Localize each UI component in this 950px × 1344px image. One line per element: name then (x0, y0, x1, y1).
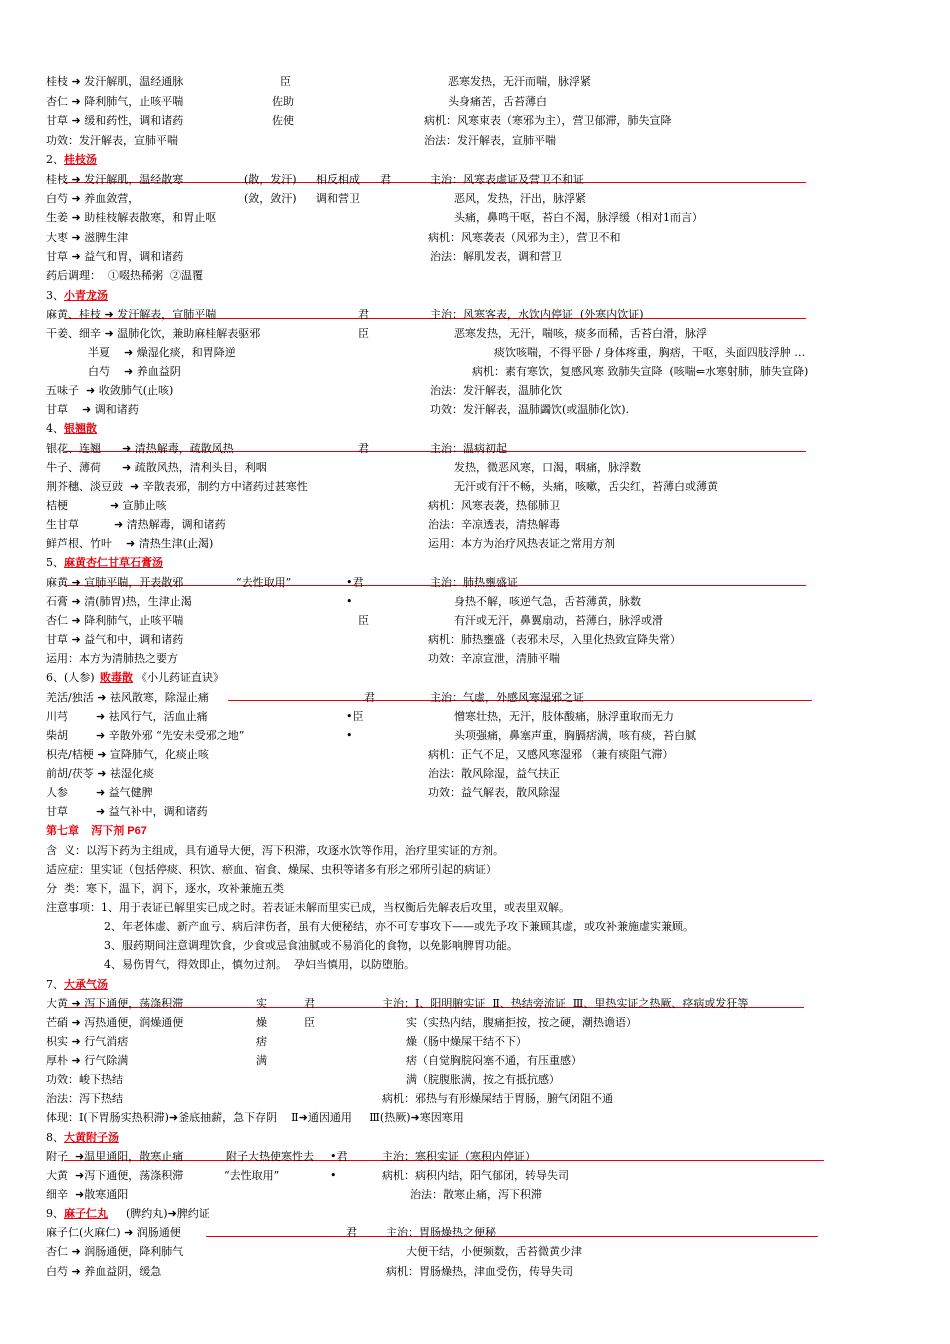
text-cell: 白芍 ➜ 养血敛营， (46, 192, 140, 205)
text-cell: 君 (358, 308, 369, 321)
text-cell: • (330, 1169, 337, 1182)
text-line (0, 247, 950, 266)
text-line (0, 496, 950, 515)
text-line (0, 1013, 950, 1032)
text-cell: 杏仁 ➜ 降利肺气，止咳平喘 (46, 95, 184, 108)
text-line (0, 189, 950, 208)
text-cell: 痞（自觉胸脘闷塞不通，有压重感） (406, 1054, 582, 1067)
text-line (0, 726, 950, 745)
text-cell: 身热不解，咳逆气急，舌苔薄黄，脉数 (454, 595, 641, 608)
text-cell: 桂枝 ➜ 发汗解肌，温经通脉 (46, 75, 184, 88)
text-cell: 君 (346, 1226, 357, 1239)
text-line (0, 131, 950, 150)
formula-name: 麻黄杏仁甘草石膏汤 (64, 556, 163, 569)
text-cell: 牛子、薄荷 ➜ 疏散风热，清利头目，利咽 (46, 461, 267, 474)
text-cell: 燥（肠中燥屎干结不下） (406, 1035, 527, 1048)
text-cell: 臣 (358, 327, 369, 340)
section-heading (0, 668, 950, 687)
text-line (0, 879, 950, 898)
text-cell: 痞 (256, 1035, 267, 1048)
text-cell: 有汗或无汗，鼻翼扇动，苔薄白，脉浮或滑 (454, 614, 663, 627)
text-cell: 五味子 ➜ 收敛肺气(止咳) (46, 384, 174, 397)
text-cell: 枳壳/桔梗 ➜ 宣降肺气，化痰止咳 (46, 748, 209, 761)
text-cell: 第七章 泻下剂 P67 (46, 825, 147, 837)
formula-name: 小青龙汤 (64, 289, 108, 302)
text-cell: 3、服药期间注意调理饮食，少食或忌食油腻或不易消化的食物，以免影响脾胃功能。 (104, 939, 518, 952)
text-cell: 恶寒发热，无汗，喘咳，痰多而稀，舌苔白滑，脉浮 (454, 327, 707, 340)
text-cell: 麻子仁(火麻仁) ➜ 润肠通便 (46, 1226, 181, 1239)
text-cell: 运用：本方为清肺热之要方 (46, 652, 178, 665)
text-line (0, 783, 950, 802)
text-cell: 干姜、细辛 ➜ 温肺化饮，兼助麻桂解表驱邪 (46, 327, 261, 340)
chapter-title (0, 822, 950, 841)
text-cell: 臣 (280, 75, 291, 88)
text-line (0, 1242, 950, 1261)
text-cell: 功效：发汗解表，宣肺平喘 (46, 134, 178, 147)
text-line (0, 611, 950, 630)
text-cell: (脾约丸)➜脾约证 (126, 1207, 210, 1220)
text-line (0, 1070, 950, 1089)
text-cell: 病机：风寒束表（寒邪为主），营卫郁滞，肺失宣降 (424, 114, 672, 127)
text-cell: 相反相成 (316, 173, 360, 186)
text-cell: 佐助 (272, 95, 294, 108)
text-line (0, 1032, 950, 1051)
text-line (0, 208, 950, 227)
text-line (0, 381, 950, 400)
text-cell: 治法：散风除湿，益气扶正 (428, 767, 560, 780)
text-cell: •臣 (346, 710, 364, 723)
text-line (0, 898, 950, 917)
text-line (0, 439, 950, 458)
text-cell: 《小儿药证直诀》 (136, 671, 224, 684)
text-cell: 银花、连翘 ➜ 清热解毒，疏散风热 (46, 442, 234, 455)
text-cell: 桔梗 ➜ 宣肺止咳 (46, 499, 167, 512)
text-cell: 治法：散寒止痛，泻下积滞 (410, 1188, 542, 1201)
text-cell: 治法：辛凉透表，清热解毒 (428, 518, 560, 531)
text-cell: 麻黄、桂枝 ➜ 发汗解表，宣肺平喘 (46, 308, 217, 321)
text-cell: 适应症：里实证（包括停痰、积饮、瘀血、宿食、燥屎、虫积等诸多有形之邪所引起的病证） (46, 863, 497, 876)
text-cell: 石膏 ➜ 清(肺胃)热，生津止渴 (46, 595, 192, 608)
text-cell: 实（实热内结，腹痛拒按，按之硬，潮热谵语） (406, 1016, 637, 1029)
text-cell: • (346, 729, 353, 742)
text-cell: 病机：素有寒饮，复感风寒 致肺失宣降 (咳喘⇐水寒射肺，肺失宣降) (472, 365, 809, 378)
text-cell: 佐使 (272, 114, 294, 127)
text-line (0, 111, 950, 130)
text-cell: 麻黄 ➜ 宣肺平喘，开表散邪 (46, 576, 184, 589)
text-cell: 主治：气虚，外感风寒湿邪之证 (430, 691, 584, 704)
text-cell: 臣 (304, 1016, 315, 1029)
text-cell: 白芍 ➜ 养血益阴，缓急 (46, 1265, 162, 1278)
text-cell: 调和营卫 (316, 192, 360, 205)
text-line (0, 305, 950, 324)
text-cell: 大便干结，小便频数，舌苔微黄少津 (406, 1245, 582, 1258)
text-cell: 治法：发汗解表，温肺化饮 (430, 384, 562, 397)
text-cell: 头身痛苦，舌苔薄白 (448, 95, 547, 108)
text-cell: 枳实 ➜ 行气消痞 (46, 1035, 129, 1048)
text-line (0, 515, 950, 534)
text-cell: •君 (346, 576, 364, 589)
text-cell: 发热，微恶风寒，口渴，咽痛，脉浮数 (454, 461, 641, 474)
text-cell: 治法：泻下热结 (46, 1092, 123, 1105)
formula-name: 大承气汤 (64, 978, 108, 991)
text-cell: 恶寒发热，无汗而喘，脉浮紧 (448, 75, 591, 88)
text-cell: 主治：寒积实证（寒积内停证） (382, 1150, 536, 1163)
text-cell: 君 (304, 997, 315, 1010)
text-cell: 大黄 ➜ 泻下通便，荡涤积滞 (46, 997, 184, 1010)
text-line (0, 362, 950, 381)
section-heading (0, 419, 950, 438)
text-cell: 痰饮咳喘，不得平卧 / 身体疼重，胸痞，干呕，头面四肢浮肿 … (494, 346, 806, 359)
text-cell: 体现：Ⅰ(下胃肠实热积滞)➜釜底抽薪，急下存阴 Ⅱ➜通因通用 Ⅲ(热厥)➜寒因寒用 (46, 1111, 464, 1124)
text-cell: 6、(人参) (46, 671, 95, 684)
text-line (0, 228, 950, 247)
text-cell: 5、 (46, 556, 64, 569)
text-cell: (敛，敛汗) (244, 192, 297, 205)
text-cell: 白芍 ➜ 养血益阴 (88, 365, 181, 378)
text-line (0, 649, 950, 668)
text-cell: 注意事项：1、用于表证已解里实已成之时。若表证未解而里实已成，当权衡后先解表后攻里，或表里双解。 (46, 901, 570, 914)
text-cell: 主治：肺热壅盛证 (430, 576, 518, 589)
text-cell: 8、 (46, 1131, 64, 1144)
text-cell: 病机：正气不足，又感风寒湿邪 （兼有痰阻气滞） (428, 748, 674, 761)
text-cell: 分 类：寒下，温下，润下，逐水，攻补兼施五类 (46, 882, 284, 895)
text-line (0, 688, 950, 707)
formula-name: 大黄附子汤 (64, 1131, 119, 1144)
text-line (0, 343, 950, 362)
text-line (0, 1051, 950, 1070)
text-cell: “去性取用” (236, 576, 292, 589)
formula-name: 银翘散 (64, 422, 97, 435)
text-cell: “去性取用” (224, 1169, 280, 1182)
text-line (0, 477, 950, 496)
text-cell: 细辛 ➜散寒通阳 (46, 1188, 129, 1201)
formula-name: 麻子仁丸 (64, 1207, 108, 1220)
text-cell: 柴胡 ➜ 辛散外邪 “先安未受邪之地” (46, 729, 245, 742)
text-line (0, 573, 950, 592)
text-cell: 病机：风寒表袭，热郁肺卫 (428, 499, 560, 512)
text-cell: 满 (256, 1054, 267, 1067)
text-cell: (散，发汗) (244, 173, 297, 186)
text-cell: 生姜 ➜ 助桂枝解表散寒，和胃止呕 (46, 211, 217, 224)
text-cell: 主治：Ⅰ、阳明腑实证 Ⅱ、热结旁流证 Ⅲ、里热实证之热厥、痉病或发狂等 (382, 997, 749, 1010)
text-cell: 实 (256, 997, 267, 1010)
text-cell: 功效：辛凉宣泄，清肺平喘 (428, 652, 560, 665)
text-cell: 大枣 ➜ 滋脾生津 (46, 231, 129, 244)
section-heading (0, 1128, 950, 1147)
text-cell: 病机：胃肠燥热，津血受伤，传导失司 (386, 1265, 573, 1278)
section-heading (0, 286, 950, 305)
text-cell: 人参 ➜ 益气健脾 (46, 786, 153, 799)
text-cell: 附子 ➜温里通阳，散寒止痛 (46, 1150, 184, 1163)
text-cell: 运用：本方为治疗风热表证之常用方剂 (428, 537, 615, 550)
text-line (0, 1262, 950, 1281)
text-line (0, 1147, 950, 1166)
text-line (0, 917, 950, 936)
text-cell: 厚朴 ➜ 行气除满 (46, 1054, 129, 1067)
text-cell: 主治：风寒表虚证及营卫不和证 (430, 173, 584, 186)
text-cell: 羌活/独活 ➜ 祛风散寒，除湿止痛 (46, 691, 209, 704)
text-line (0, 458, 950, 477)
text-cell: 君 (364, 691, 375, 704)
text-cell: 无汗或有汗不畅，头痛，咳嗽，舌尖红，苔薄白或薄黄 (454, 480, 718, 493)
text-cell: 病机：肺热壅盛（表邪未尽，入里化热致宣降失常） (428, 633, 681, 646)
text-cell: 7、 (46, 978, 64, 991)
text-cell: 4、易伤胃气，得效即止，慎勿过剂。 孕妇当慎用，以防堕胎。 (104, 958, 415, 971)
text-cell: 甘草 ➜ 缓和药性，调和诸药 (46, 114, 184, 127)
text-cell: 主治：胃肠燥热之便秘 (386, 1226, 496, 1239)
text-line (0, 1185, 950, 1204)
text-cell: 治法：解肌发表，调和营卫 (430, 250, 562, 263)
text-cell: 桂枝 ➜ 发汗解肌，温经散寒 (46, 173, 184, 186)
text-line (0, 936, 950, 955)
text-line (0, 400, 950, 419)
section-heading (0, 1204, 950, 1223)
text-cell: 满（脘腹胀满，按之有抵抗感） (406, 1073, 560, 1086)
text-cell: 君 (358, 442, 369, 455)
section-heading (0, 553, 950, 572)
text-cell: 杏仁 ➜ 降利肺气，止咳平喘 (46, 614, 184, 627)
text-cell: •君 (330, 1150, 348, 1163)
text-cell: 甘草 ➜ 益气和中，调和诸药 (46, 633, 184, 646)
text-line (0, 1223, 950, 1242)
text-cell: 半夏 ➜ 燥湿化痰，和胃降逆 (88, 346, 236, 359)
text-cell: 主治：风寒客表，水饮内停证 (外寒内饮证) (430, 308, 644, 321)
text-line (0, 324, 950, 343)
text-line (0, 841, 950, 860)
text-cell: 含 义：以泻下药为主组成，具有通导大便，泻下积滞，攻逐水饮等作用，治疗里实证的方剂。 (46, 844, 504, 857)
text-cell: 主治：温病初起 (430, 442, 507, 455)
text-cell: 头痛，鼻鸣干呕，苔白不渴，脉浮缓（相对1而言） (454, 211, 703, 224)
text-cell: 鲜芦根、竹叶 ➜ 清热生津(止渴) (46, 537, 214, 550)
text-cell: 头项强痛，鼻塞声重，胸膈痞满，咳有痰，苔白腻 (454, 729, 696, 742)
text-cell: 2、年老体虚、新产血亏、病后津伤者，虽有大便秘结，亦不可专事攻下——或先予攻下兼顾其虚，或攻补兼施虚实兼顾。 (104, 920, 694, 933)
text-line (0, 764, 950, 783)
text-line (0, 1089, 950, 1108)
text-cell: 甘草 ➜ 调和诸药 (46, 403, 139, 416)
text-line (0, 266, 950, 285)
text-cell: 燥 (256, 1016, 267, 1029)
text-line (0, 170, 950, 189)
text-cell: 荆芥穗、淡豆豉 ➜ 辛散表邪，制约方中诸药过甚寒性 (46, 480, 308, 493)
text-cell: 臣 (358, 614, 369, 627)
text-line (0, 860, 950, 879)
text-cell: 病机：风寒袭表（风邪为主），营卫不和 (428, 231, 621, 244)
text-cell: 生甘草 ➜ 清热解毒，调和诸药 (46, 518, 226, 531)
text-cell: 杏仁 ➜ 润肠通便，降利肺气 (46, 1245, 184, 1258)
text-cell: 大黄 ➜泻下通便，荡涤积滞 (46, 1169, 184, 1182)
text-line (0, 802, 950, 821)
text-cell: 甘草 ➜ 益气补中，调和诸药 (46, 805, 208, 818)
text-line (0, 707, 950, 726)
text-line (0, 72, 950, 91)
text-cell: • (346, 595, 353, 608)
text-line (0, 592, 950, 611)
text-cell: 病机：邪热与有形燥屎结于胃肠，腑气闭阻不通 (382, 1092, 613, 1105)
text-cell: 病机：病积内结，阳气郁闭，转导失司 (382, 1169, 569, 1182)
text-cell: 前胡/茯苓 ➜ 祛湿化痰 (46, 767, 154, 780)
text-line (0, 1108, 950, 1127)
text-line (0, 955, 950, 974)
section-heading (0, 975, 950, 994)
text-cell: 附子大热使寒性去 (226, 1150, 314, 1163)
text-line (0, 745, 950, 764)
text-cell: 憎寒壮热，无汗，肢体酸痛，脉浮重取而无力 (454, 710, 674, 723)
text-cell: 君 (380, 173, 391, 186)
section-heading (0, 150, 950, 169)
text-cell: 川芎 ➜ 祛风行气，活血止痛 (46, 710, 208, 723)
text-cell: 9、 (46, 1207, 64, 1220)
text-cell: 功效：峻下热结 (46, 1073, 123, 1086)
text-line (0, 92, 950, 111)
text-cell: 治法：发汗解表，宣肺平喘 (424, 134, 556, 147)
text-cell: 功效：益气解表，散风除湿 (428, 786, 560, 799)
text-line (0, 630, 950, 649)
text-line (0, 994, 950, 1013)
text-cell: 3、 (46, 289, 64, 302)
text-cell: 2、 (46, 153, 64, 166)
text-cell: 药后调理： ①啜热稀粥 ②温覆 (46, 269, 203, 282)
formula-name: 桂枝汤 (64, 153, 97, 166)
text-cell: 功效：发汗解表，温肺蠲饮(或温肺化饮). (430, 403, 630, 416)
text-line (0, 534, 950, 553)
text-cell: 4、 (46, 422, 64, 435)
text-cell: 甘草 ➜ 益气和胃，调和诸药 (46, 250, 184, 263)
text-cell: 恶风，发热，汗出，脉浮紧 (454, 192, 586, 205)
text-cell: 芒硝 ➜ 泻热通便，润燥通便 (46, 1016, 184, 1029)
formula-name: 败毒散 (100, 671, 133, 684)
text-line (0, 1166, 950, 1185)
